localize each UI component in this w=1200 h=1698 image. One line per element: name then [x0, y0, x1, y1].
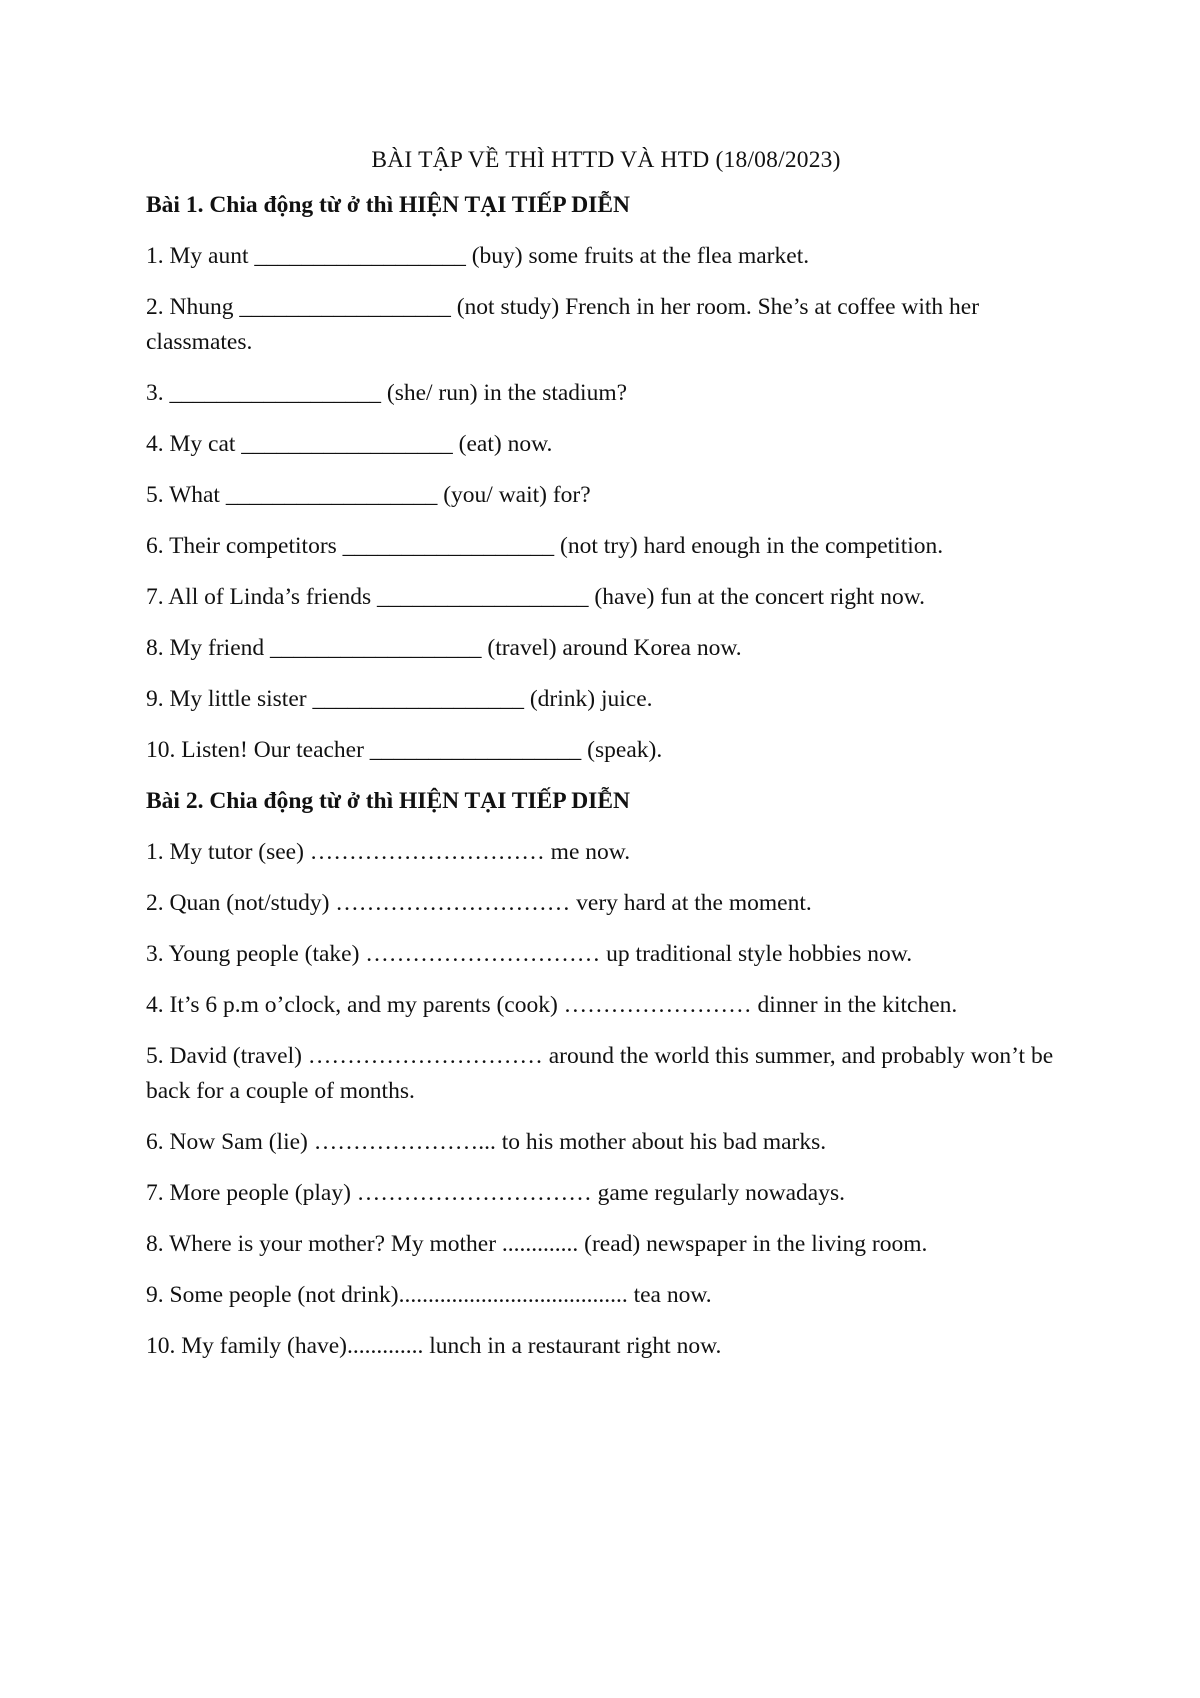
- exercise-item: 8. My friend __________________ (travel) around Korea now.: [146, 635, 742, 661]
- exercise-item: 10. My family (have)............. lunch in a restaurant right now.: [146, 1333, 722, 1359]
- exercise-item: 6. Now Sam (lie) …………………... to his mother about his bad marks.: [146, 1129, 827, 1155]
- exercise-item: 9. Some people (not drink)....................................... tea now.: [146, 1282, 712, 1308]
- section-heading: Bài 2. Chia động từ ở thì HIỆN TẠI TIẾP DIỄN: [146, 788, 630, 814]
- exercise-item: 8. Where is your mother? My mother ............. (read) newspaper in the living room.: [146, 1231, 928, 1257]
- section-1: [146, 188, 1066, 768]
- exercise-item: 4. It’s 6 p.m o’clock, and my parents (cook) …………………… dinner in the kitchen.: [146, 992, 958, 1018]
- exercise-item: 5. What __________________ (you/ wait) for?: [146, 482, 591, 508]
- exercise-item: 10. Listen! Our teacher __________________ (speak).: [146, 737, 663, 763]
- section-2: [146, 784, 1066, 1364]
- document-content: [146, 143, 1066, 1380]
- exercise-list: [146, 835, 1066, 1364]
- exercise-item: 6. Their competitors __________________ (not try) hard enough in the competition.: [146, 533, 944, 559]
- exercise-list: [146, 239, 1066, 768]
- section-heading: Bài 1. Chia động từ ở thì HIỆN TẠI TIẾP DIỄN: [146, 192, 630, 218]
- exercise-item: 1. My aunt __________________ (buy) some fruits at the flea market.: [146, 243, 810, 269]
- exercise-item: 4. My cat __________________ (eat) now.: [146, 431, 553, 457]
- exercise-item: 5. David (travel) ………………………… around the world this summer, and probably won’t be back for a couple of months.: [146, 1043, 1054, 1104]
- exercise-item: 2. Quan (not/study) ………………………… very hard at the moment.: [146, 890, 812, 916]
- exercise-item: 2. Nhung __________________ (not study) French in her room. She’s at coffee with her classmates.: [146, 294, 980, 355]
- exercise-item: 7. All of Linda’s friends __________________ (have) fun at the concert right now.: [146, 584, 926, 610]
- document-title: BÀI TẬP VỀ THÌ HTTD VÀ HTD (18/08/2023): [371, 147, 841, 173]
- exercise-item: 9. My little sister __________________ (drink) juice.: [146, 686, 653, 712]
- exercise-item: 7. More people (play) ………………………… game regularly nowadays.: [146, 1180, 845, 1206]
- exercise-item: 1. My tutor (see) ………………………… me now.: [146, 839, 631, 865]
- exercise-item: 3. Young people (take) ………………………… up traditional style hobbies now.: [146, 941, 913, 967]
- exercise-item: 3. __________________ (she/ run) in the stadium?: [146, 380, 628, 406]
